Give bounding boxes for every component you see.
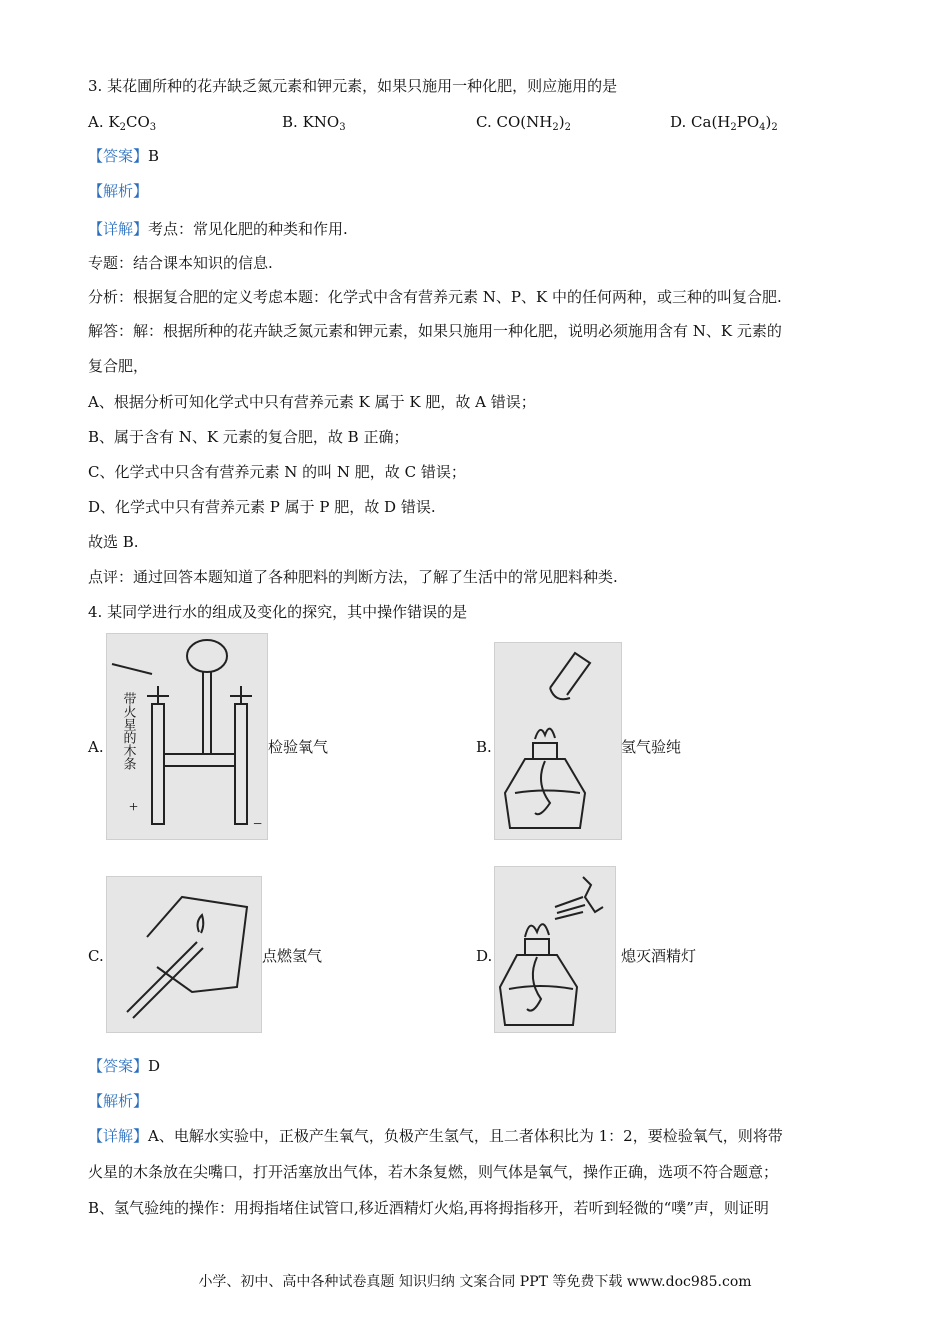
q4-option-a-letter: A. <box>88 738 104 756</box>
answer-label: 【答案】 <box>88 147 149 165</box>
q4-option-a-caption: 检验氧气 <box>268 738 329 756</box>
q4-option-b-letter: B. <box>476 738 492 756</box>
q4-option-d-letter: D. <box>476 947 493 965</box>
q4-line-1: 【详解】A、电解水实验中，正极产生氧气，负极产生氢气，且二者体积比为 1：2，要检验氧气，则将带 <box>88 1127 783 1145</box>
electrolysis-apparatus-figure <box>106 633 268 840</box>
q3-line-1: 【详解】考点：常见化肥的种类和作用. <box>88 220 348 238</box>
q3-line-10: 故选 B. <box>88 533 139 551</box>
q3-line-11: 点评：通过回答本题知道了各种肥料的判断方法，了解了生活中的常见肥料种类. <box>88 568 618 586</box>
q4-line-3: B、氢气验纯的操作：用拇指堵住试管口,移近酒精灯火焰,再将拇指移开，若听到轻微的“噗”声，则证明 <box>88 1199 769 1217</box>
q3-analysis-label: 【解析】 <box>88 182 149 200</box>
svg-text:+: + <box>129 799 139 816</box>
answer-label: 【答案】 <box>88 1057 149 1075</box>
q4-option-c-letter: C. <box>88 947 104 965</box>
q3-line-9: D、化学式中只有营养元素 P 属于 P 肥，故 D 错误. <box>88 498 436 516</box>
ignite-hydrogen-figure <box>106 876 262 1033</box>
q3-line-5: 复合肥， <box>88 357 149 375</box>
q3-line-2: 专题：结合课本知识的信息. <box>88 254 273 272</box>
q3-option-b: B. $KNO_3$ <box>282 113 346 133</box>
q3-line-8: C、化学式中只含有营养元素 N 的叫 N 肥，故 C 错误； <box>88 463 466 481</box>
q4-option-b-caption: 氢气验纯 <box>621 738 682 756</box>
q3-line-4: 解答：解：根据所种的花卉缺乏氮元素和钾元素，如果只施用一种化肥，说明必须施用含有 N、K 元素的 <box>88 322 782 340</box>
extinguish-alcohol-lamp-figure <box>494 866 616 1033</box>
figure-label: 带火星的木条 <box>121 692 137 770</box>
hydrogen-purity-test-figure <box>494 642 622 840</box>
q3-option-d: D. $Ca(H_2PO_4)_2$ <box>670 113 778 133</box>
q3-option-c: C. $CO(NH_2)_2$ <box>476 113 571 133</box>
q4-line-2: 火星的木条放在尖嘴口，打开活塞放出气体，若木条复燃，则气体是氧气，操作正确，选项不符合题意； <box>88 1163 779 1181</box>
q3-option-a: A. $K_2CO_3$ <box>88 113 157 133</box>
q4-option-d-caption: 熄灭酒精灯 <box>621 947 697 965</box>
page-footer: 小学、初中、高中各种试卷真题 知识归纳 文案合同 PPT 等免费下载 www.doc985.com <box>198 1274 752 1290</box>
q3-stem: 3. 某花圃所种的花卉缺乏氮元素和钾元素，如果只施用一种化肥，则应施用的是 <box>88 77 618 95</box>
svg-text:−: − <box>253 816 263 833</box>
q4-option-c-caption: 点燃氢气 <box>262 947 323 965</box>
q3-line-3: 分析：根据复合肥的定义考虑本题：化学式中含有营养元素 N、P、K 中的任何两种，或三种的叫复合肥. <box>88 288 782 306</box>
q3-answer: 【答案】B <box>88 147 160 165</box>
q4-answer: 【答案】D <box>88 1057 161 1075</box>
q3-line-6: A、根据分析可知化学式中只有营养元素 K 属于 K 肥，故 A 错误； <box>88 393 536 411</box>
q4-analysis-label: 【解析】 <box>88 1092 149 1110</box>
q4-stem: 4. 某同学进行水的组成及变化的探究，其中操作错误的是 <box>88 603 468 621</box>
q3-line-7: B、属于含有 N、K 元素的复合肥，故 B 正确； <box>88 428 409 446</box>
